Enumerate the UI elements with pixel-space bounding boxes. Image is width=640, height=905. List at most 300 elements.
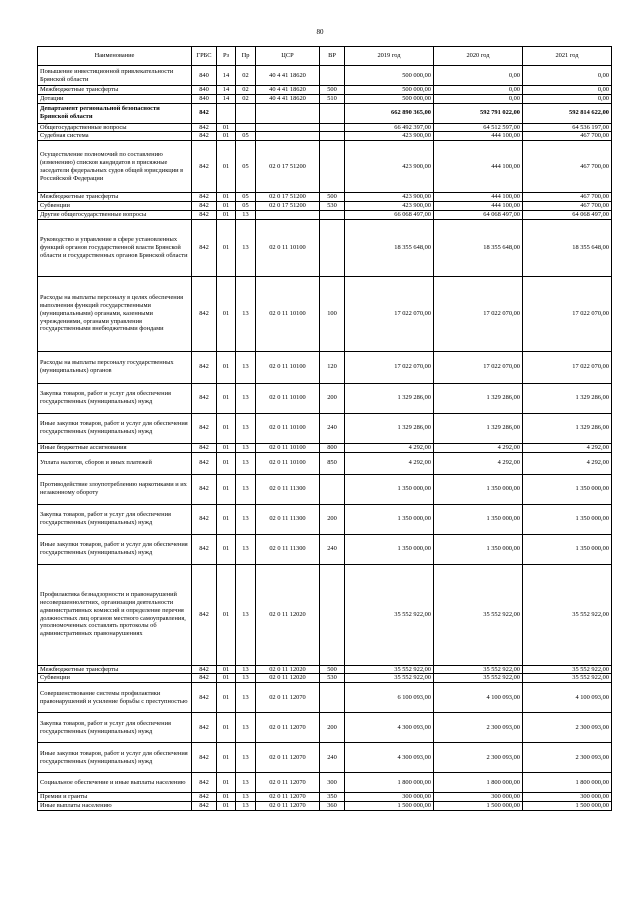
rz-cell: 01 (217, 193, 236, 202)
csr-cell: 02 0 11 11300 (256, 504, 320, 534)
grbs-cell: 842 (192, 103, 217, 123)
grbs-cell: 842 (192, 383, 217, 413)
amount-2021-cell: 35 552 922,00 (523, 674, 612, 683)
amount-2019-cell: 17 022 070,00 (345, 276, 434, 351)
csr-cell (256, 103, 320, 123)
grbs-cell: 840 (192, 66, 217, 86)
name-cell: Профилактика безнадзорности и правонарушений несовершеннолетних, организация деятельности административных комиссий и определение перечня должностных лиц органов местного самоуправления, уполномоченных составлять протоколы об административных правонарушениях (38, 564, 192, 665)
amount-2019-cell: 35 552 922,00 (345, 674, 434, 683)
pr-cell: 13 (236, 474, 256, 504)
rz-cell: 01 (217, 564, 236, 665)
amount-2019-cell: 4 292,00 (345, 452, 434, 474)
name-cell: Иные бюджетные ассигнования (38, 443, 192, 452)
grbs-cell: 842 (192, 141, 217, 193)
amount-2020-cell: 592 791 022,00 (434, 103, 523, 123)
amount-2020-cell: 1 350 000,00 (434, 504, 523, 534)
amount-2021-cell: 467 700,00 (523, 141, 612, 193)
amount-2020-cell: 4 292,00 (434, 452, 523, 474)
amount-2020-cell: 1 800 000,00 (434, 773, 523, 793)
vr-cell: 530 (320, 674, 345, 683)
amount-2019-cell: 1 350 000,00 (345, 474, 434, 504)
csr-cell: 02 0 11 10100 (256, 413, 320, 443)
header-vr: ВР (320, 47, 345, 66)
pr-cell: 02 (236, 66, 256, 86)
amount-2021-cell: 1 329 286,00 (523, 413, 612, 443)
grbs-cell: 840 (192, 94, 217, 103)
grbs-cell: 842 (192, 219, 217, 276)
table-row (38, 674, 612, 683)
name-cell: Дотации (38, 94, 192, 103)
csr-cell: 02 0 11 12070 (256, 683, 320, 713)
table-row (38, 383, 612, 413)
rz-cell: 01 (217, 443, 236, 452)
amount-2019-cell: 35 552 922,00 (345, 564, 434, 665)
amount-2020-cell: 300 000,00 (434, 793, 523, 802)
name-cell: Руководство и управление в сфере установленных функций органов государственной власти Брянской области и государственных органов Брянской области (38, 219, 192, 276)
pr-cell: 13 (236, 793, 256, 802)
pr-cell: 05 (236, 141, 256, 193)
name-cell: Иные закупки товаров, работ и услуг для обеспечения государственных (муниципальных) нужд (38, 534, 192, 564)
table-body (38, 66, 612, 811)
rz-cell: 14 (217, 94, 236, 103)
name-cell: Противодействие злоупотреблению наркотиками и их незаконному обороту (38, 474, 192, 504)
table-row (38, 123, 612, 132)
amount-2020-cell: 35 552 922,00 (434, 564, 523, 665)
table-row (38, 94, 612, 103)
grbs-cell: 842 (192, 793, 217, 802)
amount-2020-cell: 35 552 922,00 (434, 674, 523, 683)
amount-2021-cell: 0,00 (523, 94, 612, 103)
amount-2020-cell: 35 552 922,00 (434, 665, 523, 674)
vr-cell: 500 (320, 193, 345, 202)
grbs-cell: 842 (192, 683, 217, 713)
name-cell: Закупка товаров, работ и услуг для обеспечения государственных (муниципальных) нужд (38, 383, 192, 413)
rz-cell: 01 (217, 793, 236, 802)
csr-cell: 02 0 11 12070 (256, 713, 320, 743)
vr-cell: 500 (320, 86, 345, 95)
amount-2019-cell: 500 000,00 (345, 86, 434, 95)
pr-cell: 05 (236, 202, 256, 211)
rz-cell: 01 (217, 276, 236, 351)
amount-2021-cell: 1 350 000,00 (523, 474, 612, 504)
rz-cell: 01 (217, 383, 236, 413)
vr-cell (320, 564, 345, 665)
amount-2020-cell: 0,00 (434, 94, 523, 103)
amount-2019-cell: 18 355 648,00 (345, 219, 434, 276)
csr-cell: 40 4 41 18620 (256, 86, 320, 95)
amount-2021-cell: 467 700,00 (523, 202, 612, 211)
header-row (38, 47, 612, 66)
csr-cell: 02 0 11 12020 (256, 665, 320, 674)
vr-cell: 350 (320, 793, 345, 802)
csr-cell: 02 0 11 10100 (256, 351, 320, 383)
amount-2020-cell: 2 300 093,00 (434, 713, 523, 743)
grbs-cell: 842 (192, 674, 217, 683)
amount-2021-cell: 0,00 (523, 66, 612, 86)
amount-2019-cell: 1 350 000,00 (345, 534, 434, 564)
grbs-cell: 842 (192, 801, 217, 810)
vr-cell (320, 474, 345, 504)
amount-2019-cell: 500 000,00 (345, 66, 434, 86)
table-row (38, 86, 612, 95)
amount-2019-cell: 35 552 922,00 (345, 665, 434, 674)
vr-cell: 800 (320, 443, 345, 452)
amount-2021-cell: 1 329 286,00 (523, 383, 612, 413)
rz-cell: 01 (217, 351, 236, 383)
name-cell: Расходы на выплаты персоналу государственных (муниципальных) органов (38, 351, 192, 383)
rz-cell: 01 (217, 123, 236, 132)
amount-2021-cell: 64 068 497,00 (523, 210, 612, 219)
csr-cell: 02 0 11 10100 (256, 383, 320, 413)
rz-cell: 01 (217, 683, 236, 713)
csr-cell: 02 0 17 51200 (256, 141, 320, 193)
rz-cell: 01 (217, 202, 236, 211)
amount-2021-cell: 18 355 648,00 (523, 219, 612, 276)
table-row (38, 793, 612, 802)
grbs-cell: 842 (192, 713, 217, 743)
table-row (38, 219, 612, 276)
grbs-cell: 842 (192, 534, 217, 564)
pr-cell: 02 (236, 86, 256, 95)
header-2019: 2019 год (345, 47, 434, 66)
amount-2019-cell: 4 300 093,00 (345, 713, 434, 743)
table-row (38, 743, 612, 773)
amount-2020-cell: 1 500 000,00 (434, 801, 523, 810)
table-row (38, 103, 612, 123)
rz-cell: 01 (217, 674, 236, 683)
rz-cell: 14 (217, 66, 236, 86)
pr-cell (236, 103, 256, 123)
csr-cell: 02 0 11 10100 (256, 276, 320, 351)
csr-cell: 02 0 11 12020 (256, 564, 320, 665)
table-row (38, 351, 612, 383)
vr-cell (320, 123, 345, 132)
amount-2020-cell: 0,00 (434, 66, 523, 86)
table-row (38, 683, 612, 713)
amount-2019-cell: 300 000,00 (345, 793, 434, 802)
pr-cell: 13 (236, 443, 256, 452)
rz-cell: 01 (217, 452, 236, 474)
header-rz: Рз (217, 47, 236, 66)
amount-2019-cell: 423 900,00 (345, 132, 434, 141)
table-row (38, 443, 612, 452)
amount-2020-cell: 2 300 093,00 (434, 743, 523, 773)
table-row (38, 713, 612, 743)
grbs-cell: 842 (192, 351, 217, 383)
amount-2020-cell: 444 100,00 (434, 141, 523, 193)
budget-table (37, 46, 612, 811)
table-row (38, 132, 612, 141)
amount-2019-cell: 1 329 286,00 (345, 413, 434, 443)
rz-cell: 14 (217, 86, 236, 95)
amount-2020-cell: 1 350 000,00 (434, 534, 523, 564)
csr-cell: 02 0 11 10100 (256, 443, 320, 452)
amount-2019-cell: 17 022 070,00 (345, 351, 434, 383)
grbs-cell: 840 (192, 86, 217, 95)
rz-cell: 01 (217, 141, 236, 193)
header-name: Наименование (38, 47, 192, 66)
name-cell: Совершенствование системы профилактики правонарушений и усиление борьбы с преступностью (38, 683, 192, 713)
vr-cell: 240 (320, 743, 345, 773)
table-row (38, 202, 612, 211)
pr-cell: 13 (236, 504, 256, 534)
vr-cell: 200 (320, 504, 345, 534)
pr-cell (236, 123, 256, 132)
amount-2020-cell: 18 355 648,00 (434, 219, 523, 276)
amount-2021-cell: 4 292,00 (523, 452, 612, 474)
csr-cell: 02 0 11 12070 (256, 773, 320, 793)
vr-cell: 200 (320, 383, 345, 413)
pr-cell: 13 (236, 219, 256, 276)
grbs-cell: 842 (192, 276, 217, 351)
csr-cell: 02 0 11 12070 (256, 793, 320, 802)
amount-2020-cell: 444 100,00 (434, 202, 523, 211)
table-row (38, 276, 612, 351)
vr-cell (320, 132, 345, 141)
amount-2021-cell: 1 350 000,00 (523, 504, 612, 534)
grbs-cell: 842 (192, 452, 217, 474)
table-row (38, 801, 612, 810)
header-csr: ЦСР (256, 47, 320, 66)
vr-cell: 850 (320, 452, 345, 474)
table-row (38, 452, 612, 474)
page-number: 80 (316, 28, 324, 36)
rz-cell: 01 (217, 219, 236, 276)
name-cell: Другие общегосударственные вопросы (38, 210, 192, 219)
amount-2021-cell: 592 814 622,00 (523, 103, 612, 123)
vr-cell (320, 103, 345, 123)
rz-cell (217, 103, 236, 123)
name-cell: Субвенции (38, 202, 192, 211)
vr-cell: 120 (320, 351, 345, 383)
grbs-cell: 842 (192, 504, 217, 534)
vr-cell: 300 (320, 773, 345, 793)
vr-cell: 500 (320, 665, 345, 674)
amount-2021-cell: 1 800 000,00 (523, 773, 612, 793)
vr-cell: 510 (320, 94, 345, 103)
grbs-cell: 842 (192, 665, 217, 674)
amount-2020-cell: 0,00 (434, 86, 523, 95)
name-cell: Премии и гранты (38, 793, 192, 802)
rz-cell: 01 (217, 413, 236, 443)
pr-cell: 13 (236, 564, 256, 665)
name-cell: Судебная система (38, 132, 192, 141)
amount-2020-cell: 444 100,00 (434, 132, 523, 141)
grbs-cell: 842 (192, 132, 217, 141)
amount-2020-cell: 1 350 000,00 (434, 474, 523, 504)
amount-2021-cell: 4 292,00 (523, 443, 612, 452)
pr-cell: 13 (236, 773, 256, 793)
pr-cell: 05 (236, 132, 256, 141)
name-cell: Осуществление полномочий по составлению (изменению) списков кандидатов в присяжные заседатели федеральных судов общей юрисдикции в Российской Федерации (38, 141, 192, 193)
pr-cell: 13 (236, 452, 256, 474)
name-cell: Субвенции (38, 674, 192, 683)
csr-cell: 02 0 11 11300 (256, 534, 320, 564)
grbs-cell: 842 (192, 773, 217, 793)
vr-cell (320, 219, 345, 276)
header-2020: 2020 год (434, 47, 523, 66)
grbs-cell: 842 (192, 202, 217, 211)
vr-cell: 240 (320, 413, 345, 443)
rz-cell: 01 (217, 773, 236, 793)
vr-cell (320, 141, 345, 193)
grbs-cell: 842 (192, 210, 217, 219)
amount-2020-cell: 64 512 597,00 (434, 123, 523, 132)
pr-cell: 13 (236, 351, 256, 383)
name-cell: Повышение инвестиционной привлекательности Брянской области (38, 66, 192, 86)
amount-2021-cell: 35 552 922,00 (523, 665, 612, 674)
csr-cell: 40 4 41 18620 (256, 66, 320, 86)
grbs-cell: 842 (192, 413, 217, 443)
amount-2020-cell: 444 100,00 (434, 193, 523, 202)
table-row (38, 66, 612, 86)
amount-2019-cell: 1 800 000,00 (345, 773, 434, 793)
amount-2019-cell: 66 068 497,00 (345, 210, 434, 219)
amount-2021-cell: 35 552 922,00 (523, 564, 612, 665)
amount-2019-cell: 4 292,00 (345, 443, 434, 452)
amount-2020-cell: 64 068 497,00 (434, 210, 523, 219)
name-cell: Расходы на выплаты персоналу в целях обеспечения выполнения функций государственными (муниципальными) органами, казенными учреждениями, органами управления государственными внебюджетными фондами (38, 276, 192, 351)
amount-2020-cell: 17 022 070,00 (434, 351, 523, 383)
name-cell: Межбюджетные трансферты (38, 665, 192, 674)
name-cell: Закупка товаров, работ и услуг для обеспечения государственных (муниципальных) нужд (38, 504, 192, 534)
grbs-cell: 842 (192, 743, 217, 773)
csr-cell: 02 0 17 51200 (256, 202, 320, 211)
grbs-cell: 842 (192, 474, 217, 504)
amount-2019-cell: 423 900,00 (345, 193, 434, 202)
name-cell: Межбюджетные трансферты (38, 193, 192, 202)
pr-cell: 13 (236, 713, 256, 743)
name-cell: Иные закупки товаров, работ и услуг для обеспечения государственных (муниципальных) нужд (38, 413, 192, 443)
csr-cell: 02 0 11 12070 (256, 743, 320, 773)
amount-2021-cell: 17 022 070,00 (523, 276, 612, 351)
pr-cell: 02 (236, 94, 256, 103)
table-row (38, 210, 612, 219)
rz-cell: 01 (217, 132, 236, 141)
table-row (38, 141, 612, 193)
name-cell: Департамент региональной безопасности Брянской области (38, 103, 192, 123)
table-row (38, 665, 612, 674)
amount-2019-cell: 423 900,00 (345, 202, 434, 211)
name-cell: Межбюджетные трансферты (38, 86, 192, 95)
name-cell: Социальное обеспечение и иные выплаты населению (38, 773, 192, 793)
table-row (38, 773, 612, 793)
pr-cell: 13 (236, 674, 256, 683)
name-cell: Иные выплаты населению (38, 801, 192, 810)
table-row (38, 534, 612, 564)
amount-2019-cell: 1 329 286,00 (345, 383, 434, 413)
amount-2019-cell: 4 300 093,00 (345, 743, 434, 773)
amount-2021-cell: 64 536 197,00 (523, 123, 612, 132)
header-2021: 2021 год (523, 47, 612, 66)
grbs-cell: 842 (192, 564, 217, 665)
pr-cell: 05 (236, 193, 256, 202)
name-cell: Общегосударственные вопросы (38, 123, 192, 132)
amount-2020-cell: 1 329 286,00 (434, 413, 523, 443)
amount-2020-cell: 4 100 093,00 (434, 683, 523, 713)
pr-cell: 13 (236, 665, 256, 674)
amount-2021-cell: 0,00 (523, 86, 612, 95)
vr-cell: 530 (320, 202, 345, 211)
pr-cell: 13 (236, 683, 256, 713)
amount-2019-cell: 66 492 397,00 (345, 123, 434, 132)
amount-2021-cell: 2 300 093,00 (523, 713, 612, 743)
grbs-cell: 842 (192, 193, 217, 202)
amount-2021-cell: 300 000,00 (523, 793, 612, 802)
grbs-cell: 842 (192, 443, 217, 452)
amount-2020-cell: 4 292,00 (434, 443, 523, 452)
rz-cell: 01 (217, 504, 236, 534)
vr-cell: 200 (320, 713, 345, 743)
rz-cell: 01 (217, 801, 236, 810)
grbs-cell: 842 (192, 123, 217, 132)
name-cell: Иные закупки товаров, работ и услуг для обеспечения государственных (муниципальных) нужд (38, 743, 192, 773)
name-cell: Закупка товаров, работ и услуг для обеспечения государственных (муниципальных) нужд (38, 713, 192, 743)
rz-cell: 01 (217, 713, 236, 743)
rz-cell: 01 (217, 474, 236, 504)
vr-cell: 100 (320, 276, 345, 351)
amount-2021-cell: 467 700,00 (523, 132, 612, 141)
vr-cell: 360 (320, 801, 345, 810)
amount-2021-cell: 1 500 000,00 (523, 801, 612, 810)
csr-cell: 02 0 11 10100 (256, 452, 320, 474)
amount-2019-cell: 423 900,00 (345, 141, 434, 193)
pr-cell: 13 (236, 413, 256, 443)
pr-cell: 13 (236, 801, 256, 810)
vr-cell (320, 683, 345, 713)
amount-2021-cell: 2 300 093,00 (523, 743, 612, 773)
rz-cell: 01 (217, 210, 236, 219)
pr-cell: 13 (236, 276, 256, 351)
amount-2021-cell: 467 700,00 (523, 193, 612, 202)
amount-2021-cell: 1 350 000,00 (523, 534, 612, 564)
amount-2019-cell: 1 350 000,00 (345, 504, 434, 534)
amount-2020-cell: 17 022 070,00 (434, 276, 523, 351)
rz-cell: 01 (217, 743, 236, 773)
csr-cell: 02 0 11 12020 (256, 674, 320, 683)
pr-cell: 13 (236, 210, 256, 219)
pr-cell: 13 (236, 743, 256, 773)
amount-2021-cell: 4 100 093,00 (523, 683, 612, 713)
amount-2019-cell: 500 000,00 (345, 94, 434, 103)
header-pr: Пр (236, 47, 256, 66)
csr-cell (256, 210, 320, 219)
csr-cell (256, 132, 320, 141)
pr-cell: 13 (236, 534, 256, 564)
amount-2020-cell: 1 329 286,00 (434, 383, 523, 413)
amount-2019-cell: 662 890 365,00 (345, 103, 434, 123)
rz-cell: 01 (217, 665, 236, 674)
table-row (38, 474, 612, 504)
header-grbs: ГРБС (192, 47, 217, 66)
amount-2019-cell: 1 500 000,00 (345, 801, 434, 810)
table-row (38, 193, 612, 202)
vr-cell: 240 (320, 534, 345, 564)
amount-2021-cell: 17 022 070,00 (523, 351, 612, 383)
csr-cell: 02 0 11 11300 (256, 474, 320, 504)
vr-cell (320, 210, 345, 219)
table-row (38, 504, 612, 534)
table-row (38, 564, 612, 665)
amount-2019-cell: 6 100 093,00 (345, 683, 434, 713)
csr-cell: 40 4 41 18620 (256, 94, 320, 103)
name-cell: Уплата налогов, сборов и иных платежей (38, 452, 192, 474)
csr-cell (256, 123, 320, 132)
vr-cell (320, 66, 345, 86)
pr-cell: 13 (236, 383, 256, 413)
rz-cell: 01 (217, 534, 236, 564)
csr-cell: 02 0 11 12070 (256, 801, 320, 810)
